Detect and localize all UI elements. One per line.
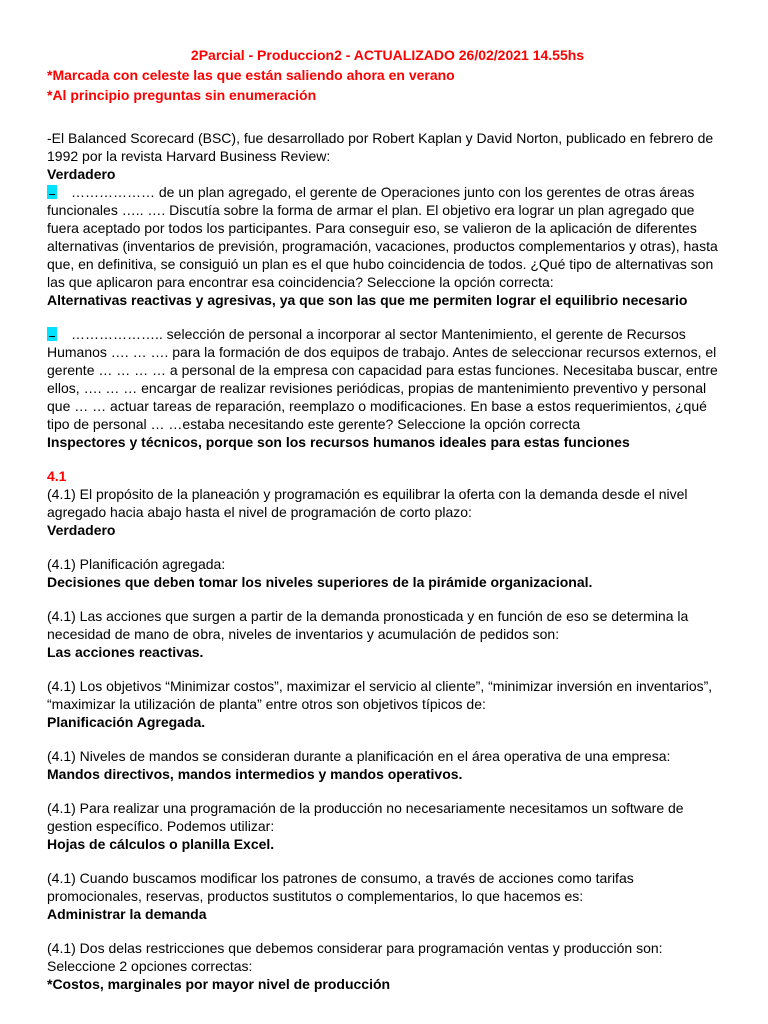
question-text: (4.1) Niveles de mandos se consideran durante a planificación en el área operativa de una empresa: xyxy=(47,748,671,764)
answer-text: Las acciones reactivas. xyxy=(47,644,204,660)
answer-text: Planificación Agregada. xyxy=(47,714,206,730)
cyan-highlight-marker xyxy=(47,185,57,199)
question-block xyxy=(47,183,728,291)
answer-text: Verdadero xyxy=(47,522,116,538)
spacer xyxy=(47,731,728,747)
question-text: (4.1) Para realizar una programación de la producción no necesariamente necesitamos un software de gestion específico. Podemos utilizar: xyxy=(47,800,684,834)
question-text: ……………… de un plan agregado, el gerente de Operaciones junto con los gerentes de otras áreas funcionales ….. …. Discutía sobre la forma de armar el plan. El objetivo era lograr un plan agregado que fuera aceptado por todos los participantes. Para conseguir eso, se valieron de la aplicación de diferentes alternativas (inventarios de previsión, programación, vacaciones, productos complementarios y otras), hasta que, en definitiva, se consiguió un plan es el que hubo coincidencia de todos. ¿Qué tipo de alternativas son las que aplicaron para encontrar esa coincidencia? Seleccione la opción correcta: xyxy=(47,184,718,290)
spacer xyxy=(47,591,728,607)
question-text: -El Balanced Scorecard (BSC), fue desarrollado por Robert Kaplan y David Norton, publicado en febrero de 1992 por la revista Harvard Business Review: xyxy=(47,130,714,164)
question-block xyxy=(47,325,728,433)
question-text: (4.1) El propósito de la planeación y programación es equilibrar la oferta con la demanda desde el nivel agregado hacia abajo hasta el nivel de programación de corto plazo: xyxy=(47,486,688,520)
section-heading: 4.1 xyxy=(47,468,67,484)
answer-text: Decisiones que deben tomar los niveles superiores de la pirámide organizacional. xyxy=(47,574,593,590)
spacer xyxy=(47,539,728,555)
answer-text: Mandos directivos, mandos intermedios y mandos operativos. xyxy=(47,766,463,782)
question-text: (4.1) Los objetivos “Minimizar costos”, maximizar el servicio al cliente”, “minimizar inversión en inventarios”, “maximizar la utilización de planta” entre otros son objetivos típicos de: xyxy=(47,678,713,712)
question-text: ……………….. selección de personal a incorporar al sector Mantenimiento, el gerente de Recursos Humanos …. … …. para la formación de dos equipos de trabajo. Antes de seleccionar recursos externos, el gerente … … … … a personal de la empresa con capacidad para estas funciones. Necesitaba buscar, entre ellos, …. … … encargar de realizar revisiones periódicas, propias de mantenimiento preventivo y personal que … … actuar tareas de reparación, reemplazo o modificaciones. En base a estos requerimientos, ¿qué tipo de personal … …estaba necesitando este gerente? Seleccione la opción correcta xyxy=(47,326,718,432)
question-text: (4.1) Planificación agregada: xyxy=(47,556,226,572)
spacer xyxy=(47,105,728,129)
question-text: (4.1) Dos delas restricciones que debemos considerar para programación ventas y producción son: Seleccione 2 opciones correctas: xyxy=(47,940,663,974)
answer-text: Hojas de cálculos o planilla Excel. xyxy=(47,836,275,852)
question-text: (4.1) Las acciones que surgen a partir de la demanda pronosticada y en función de eso se determina la necesidad de mano de obra, niveles de inventarios y acumulación de pedidos son: xyxy=(47,608,689,642)
spacer xyxy=(47,309,728,325)
note-highlight-legend: *Marcada con celeste las que están saliendo ahora en verano xyxy=(47,67,455,83)
note-unnumbered: *Al principio preguntas sin enumeración xyxy=(47,87,317,103)
answer-text: *Costos, marginales por mayor nivel de producción xyxy=(47,976,391,992)
spacer xyxy=(47,783,728,799)
answer-text: Inspectores y técnicos, porque son los recursos humanos ideales para estas funciones xyxy=(47,434,630,450)
question-text: (4.1) Cuando buscamos modificar los patrones de consumo, a través de acciones como tarifas promocionales, reservas, productos sustitutos o complementarios, lo que hacemos es: xyxy=(47,870,634,904)
answer-text: Alternativas reactivas y agresivas, ya que son las que me permiten lograr el equilibrio necesario xyxy=(47,292,688,308)
document-title: 2Parcial - Produccion2 - ACTUALIZADO 26/02/2021 14.55hs xyxy=(190,47,585,63)
spacer xyxy=(47,853,728,869)
spacer xyxy=(47,661,728,677)
cyan-highlight-marker xyxy=(47,327,57,341)
spacer xyxy=(47,923,728,939)
spacer xyxy=(47,451,728,467)
answer-text: Administrar la demanda xyxy=(47,906,207,922)
answer-text: Verdadero xyxy=(47,166,116,182)
